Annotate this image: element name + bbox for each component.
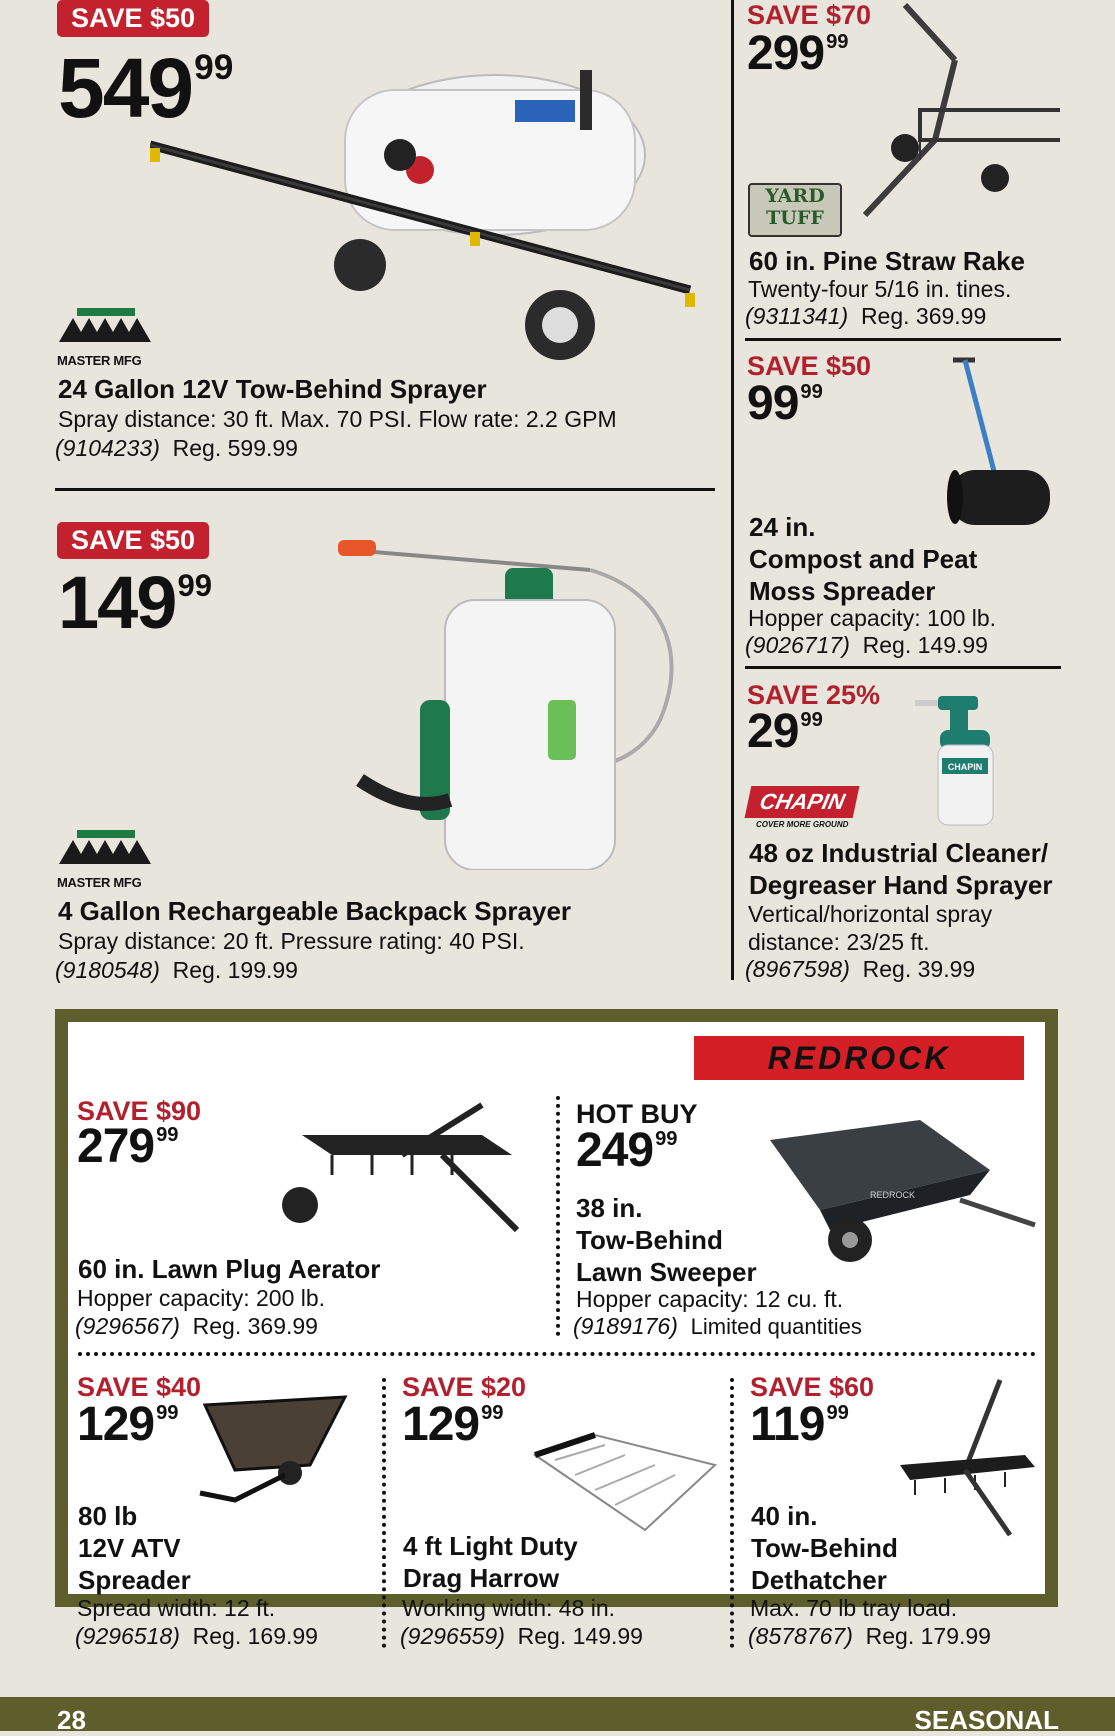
product-desc: Hopper capacity: 100 lb. xyxy=(748,605,997,631)
save-label: SAVE $20 xyxy=(402,1372,527,1402)
reg-price: Reg. 39.99 xyxy=(862,956,976,982)
hand-sprayer-image xyxy=(910,680,1020,830)
reg-price: Reg. 599.99 xyxy=(172,435,298,461)
hot-buy-label: HOT BUY xyxy=(576,1099,698,1129)
price-dollars: 279 xyxy=(77,1120,155,1173)
product-desc: Spray distance: 30 ft. Max. 70 PSI. Flow rate: 2.2 GPM xyxy=(58,406,617,432)
price-dollars: 29 xyxy=(747,705,799,758)
brand-line2: TUFF xyxy=(766,207,824,229)
pine-straw-rake-image xyxy=(860,0,1060,230)
reg-price: Reg. 169.99 xyxy=(192,1623,318,1649)
sku: (9104233) xyxy=(55,435,160,461)
product-title xyxy=(576,1193,757,1289)
brand-name: MASTER MFG xyxy=(57,353,142,368)
sku: (9189176) xyxy=(573,1313,678,1339)
backpack-sprayer-image xyxy=(330,530,710,870)
price-dollars: 119 xyxy=(750,1398,825,1451)
sku-reg xyxy=(55,435,298,463)
price-cents: 99 xyxy=(800,709,823,732)
sku: (9296518) xyxy=(75,1623,180,1649)
product-title: 60 in. Pine Straw Rake xyxy=(749,246,1026,276)
product-title xyxy=(749,512,977,608)
divider xyxy=(745,338,1061,341)
price-cents: 99 xyxy=(194,48,234,88)
price xyxy=(747,705,823,758)
sku-reg xyxy=(55,957,298,985)
sku: (8967598) xyxy=(745,956,850,982)
sku-reg xyxy=(573,1313,862,1341)
product-desc: Max. 70 lb tray load. xyxy=(750,1595,958,1621)
lawn-sweeper-image xyxy=(760,1100,1045,1275)
product-desc: Working width: 48 in. xyxy=(402,1595,616,1621)
section-label: SEASONAL xyxy=(914,1705,1059,1735)
redrock-logo: REDROCK xyxy=(694,1036,1024,1080)
product-desc: Hopper capacity: 200 lb. xyxy=(77,1285,326,1311)
reg-price: Reg. 149.99 xyxy=(862,632,988,658)
title-line: Drag Harrow xyxy=(403,1562,560,1593)
sku: (8578767) xyxy=(748,1623,853,1649)
title-line: Spreader xyxy=(78,1564,191,1595)
price-dollars: 149 xyxy=(58,561,176,644)
title-line: Compost and Peat xyxy=(749,543,978,574)
reg-price: Reg. 179.99 xyxy=(865,1623,991,1649)
dotted-divider xyxy=(78,1352,1036,1356)
price-cents: 99 xyxy=(156,1402,179,1425)
reg-price: Reg. 149.99 xyxy=(517,1623,643,1649)
price-cents: 99 xyxy=(826,31,849,54)
price xyxy=(747,27,849,80)
lawn-aerator-image xyxy=(282,1095,542,1240)
yard-tuff-logo xyxy=(748,183,842,237)
brand-line1: YARD xyxy=(765,185,825,207)
title-line: Tow-Behind xyxy=(576,1224,723,1255)
price xyxy=(77,1120,179,1173)
price-cents: 99 xyxy=(655,1128,678,1151)
save-label: SAVE $90 xyxy=(77,1096,202,1126)
sku-reg xyxy=(400,1623,643,1651)
reg-price: Reg. 369.99 xyxy=(860,303,987,329)
price xyxy=(77,1398,179,1451)
price-dollars: 249 xyxy=(576,1124,654,1177)
product-title: 60 in. Lawn Plug Aerator xyxy=(78,1254,381,1284)
price-cents: 99 xyxy=(800,381,823,404)
title-line: 12V ATV xyxy=(78,1532,181,1563)
sku: (9296567) xyxy=(75,1313,180,1339)
price-cents: 99 xyxy=(177,567,213,603)
divider xyxy=(745,666,1061,669)
product-desc xyxy=(748,901,992,956)
title-line: Moss Spreader xyxy=(749,575,936,606)
product-title: 24 Gallon 12V Tow-Behind Sprayer xyxy=(58,374,487,404)
brand-name: MASTER MFG xyxy=(57,875,142,890)
sku-reg xyxy=(75,1313,318,1341)
price-cents: 99 xyxy=(826,1402,849,1425)
price xyxy=(750,1398,849,1451)
price xyxy=(58,561,213,644)
title-line: 24 in. xyxy=(749,512,816,542)
dotted-divider xyxy=(382,1378,386,1648)
master-mfg-mark-icon xyxy=(57,828,153,870)
title-line: Tow-Behind xyxy=(751,1532,898,1563)
title-line: 80 lb xyxy=(78,1501,138,1531)
title-line: Dethatcher xyxy=(751,1564,887,1595)
sku: (9311341) xyxy=(745,303,849,329)
sku-reg xyxy=(745,956,975,984)
product-title xyxy=(749,838,1052,902)
atv-spreader-image xyxy=(195,1385,365,1525)
save-badge: SAVE $50 xyxy=(57,0,209,37)
desc-line: Vertical/horizontal spray xyxy=(748,901,993,927)
sku-reg xyxy=(745,303,986,331)
reg-price: Reg. 199.99 xyxy=(172,957,298,983)
tow-sprayer-image xyxy=(150,60,720,360)
dethatcher-image xyxy=(895,1375,1045,1545)
save-label: SAVE $40 xyxy=(77,1372,202,1402)
sku-reg xyxy=(75,1623,318,1651)
product-title xyxy=(403,1531,578,1595)
price-dollars: 129 xyxy=(77,1398,155,1451)
price-dollars: 549 xyxy=(58,41,193,135)
master-mfg-mark-icon xyxy=(57,306,153,348)
title-line: Lawn Sweeper xyxy=(576,1256,757,1287)
master-mfg-logo xyxy=(57,306,153,368)
title-line: 40 in. xyxy=(751,1501,818,1531)
price-dollars: 99 xyxy=(747,377,799,430)
bottle-label: CHAPIN xyxy=(947,762,983,772)
save-label: SAVE 25% xyxy=(747,680,881,710)
save-label: SAVE $70 xyxy=(747,0,872,30)
product-desc: Twenty-four 5/16 in. tines. xyxy=(748,276,1012,302)
save-badge: SAVE $50 xyxy=(57,522,209,559)
sku: (9296559) xyxy=(400,1623,505,1649)
chapin-tagline: COVER MORE GROUND xyxy=(755,820,849,829)
chapin-logo xyxy=(748,786,856,829)
page-number: 28 xyxy=(57,1705,86,1735)
title-line: Degreaser Hand Sprayer xyxy=(749,869,1053,900)
product-desc: Spray distance: 20 ft. Pressure rating: 40 PSI. xyxy=(58,928,525,954)
desc-line: distance: 23/25 ft. xyxy=(748,928,930,955)
reg-note: Limited quantities xyxy=(690,1314,862,1339)
dotted-divider xyxy=(556,1096,560,1336)
sweeper-label: REDROCK xyxy=(870,1190,916,1200)
title-line: 4 ft Light Duty xyxy=(403,1531,578,1561)
sku-reg xyxy=(748,1623,991,1651)
price-dollars: 129 xyxy=(402,1398,480,1451)
title-line: 38 in. xyxy=(576,1193,643,1223)
dotted-divider xyxy=(730,1378,734,1648)
save-label: SAVE $60 xyxy=(750,1372,875,1402)
sku: (9180548) xyxy=(55,957,160,983)
price-cents: 99 xyxy=(156,1124,179,1147)
chapin-brand: CHAPIN xyxy=(745,786,860,818)
price-dollars: 299 xyxy=(747,27,825,80)
drag-harrow-image xyxy=(525,1430,720,1535)
price xyxy=(576,1124,678,1177)
product-desc: Hopper capacity: 12 cu. ft. xyxy=(576,1286,844,1312)
price xyxy=(747,377,823,430)
save-label: SAVE $50 xyxy=(747,351,872,381)
product-title: 4 Gallon Rechargeable Backpack Sprayer xyxy=(58,896,572,926)
product-title xyxy=(751,1501,898,1597)
price-cents: 99 xyxy=(481,1402,504,1425)
reg-price: Reg. 369.99 xyxy=(192,1313,318,1339)
column-divider xyxy=(731,0,734,980)
product-title xyxy=(78,1501,191,1597)
title-line: 48 oz Industrial Cleaner/ xyxy=(749,838,1049,868)
price xyxy=(402,1398,504,1451)
master-mfg-logo xyxy=(57,828,153,890)
sku-reg xyxy=(745,632,988,660)
divider xyxy=(55,488,715,491)
compost-spreader-image xyxy=(945,350,1060,535)
sku: (9026717) xyxy=(745,632,850,658)
product-desc: Spread width: 12 ft. xyxy=(77,1595,276,1621)
